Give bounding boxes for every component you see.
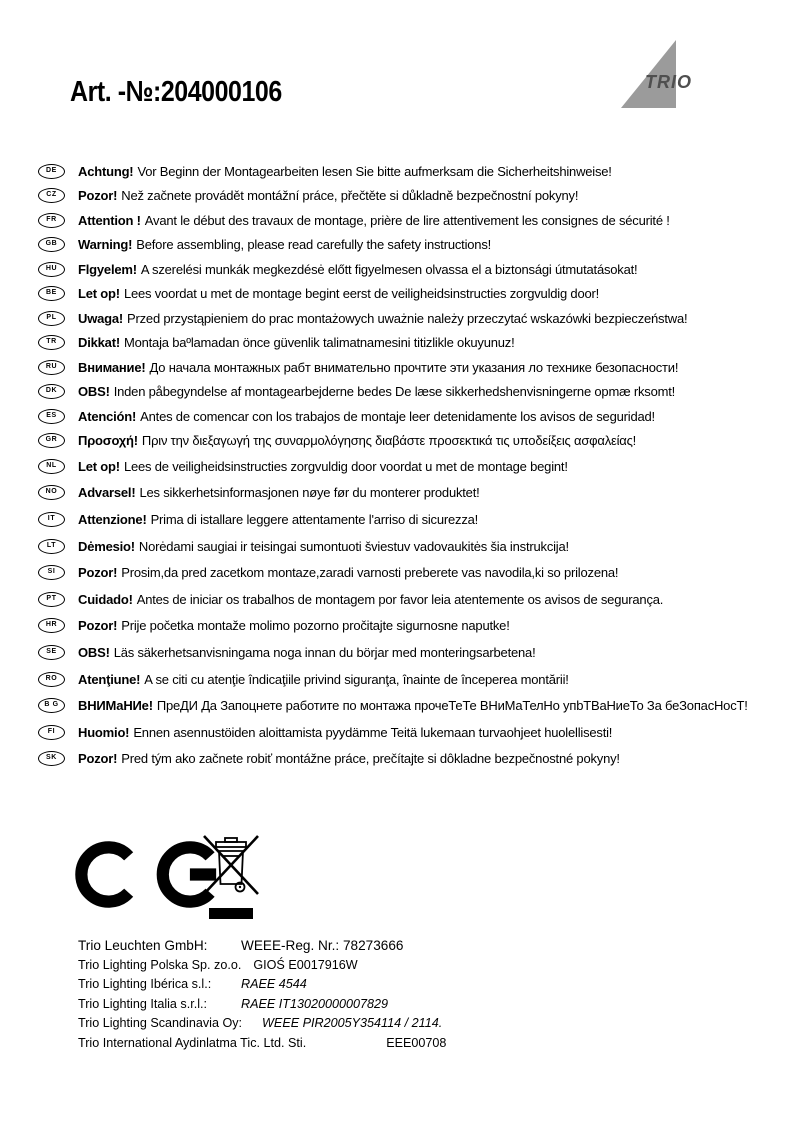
warning-row (38, 639, 778, 666)
warning-body: Inden påbegyndelse af montagearbejderne bedes De læse sikkerhedshenvisningerne opmæ rksomt! (113, 384, 676, 400)
company-name: Trio Leuchten GmbH: (78, 938, 208, 953)
warning-row (38, 429, 778, 454)
warning-body: A szerelési munkák megkezdésė előtt figyelmesen olvassa el a biztonsági útmutatásokat! (140, 261, 638, 277)
warning-body: Antes de comencar con los trabajos de montaje leer detenidamente los avisos de seguridad! (140, 408, 655, 424)
warning-row (38, 233, 778, 258)
language-code-badge: TR (38, 335, 65, 350)
warning-row (38, 184, 778, 209)
warning-lead-word: Attenzione! (78, 511, 147, 527)
language-code-badge: IT (38, 512, 65, 527)
warning-row (38, 380, 778, 405)
warning-lead-word: Pozor! (78, 618, 118, 634)
registration-row (78, 1036, 728, 1056)
warning-lead-word: Pozor! (78, 188, 118, 204)
warning-text (78, 433, 636, 448)
warning-row (38, 306, 778, 331)
warning-row (38, 666, 778, 693)
trio-logo-text: TRIO (645, 72, 692, 92)
warning-lead-word: Dikkat! (78, 335, 120, 351)
warning-body: Prije početka montaže molimo pozorno pročitajte sigurnosne naputke! (121, 618, 510, 634)
language-code-badge: HR (38, 618, 65, 633)
warning-lead-word: Attention ! (78, 212, 141, 228)
warning-text (78, 360, 678, 375)
warning-lead-word: Προσοχή! (78, 433, 138, 449)
warning-lead-word: ВНИМаНИе! (78, 698, 153, 714)
warning-text (78, 409, 655, 424)
language-code-badge: SK (38, 751, 65, 766)
warning-text (78, 751, 620, 766)
warning-lead-word: Pozor! (78, 751, 118, 767)
language-code-badge: LT (38, 539, 65, 554)
warning-body: Avant le début des travaux de montage, prière de lire attentivement les consignes de sécurité ! (144, 212, 670, 228)
language-code-badge: PL (38, 311, 65, 326)
registration-row (78, 977, 728, 997)
warning-text (78, 512, 478, 527)
warning-body: Antes de iniciar os trabalhos de montagem por favor leia atentemente os avisos de segurança. (136, 591, 664, 607)
warning-row (38, 331, 778, 356)
warning-text (78, 237, 491, 252)
language-code-badge: ES (38, 409, 65, 424)
warning-body: Prima di istallare leggere attentamente l'arriso di sicurezza! (150, 511, 479, 527)
language-code-badge: SI (38, 565, 65, 580)
language-code-badge: PT (38, 592, 65, 607)
language-code-badge: FI (38, 725, 65, 740)
language-code-badge: NO (38, 485, 65, 500)
warning-body: Lees voordat u met de montage begint eerst de veiligheidsinstructies zorgvuldig door! (123, 286, 600, 302)
warning-lead-word: Warning! (78, 237, 133, 253)
warning-lead-word: OBS! (78, 644, 110, 660)
warning-lead-word: OBS! (78, 384, 110, 400)
company-name: Trio Lighting Scandinavia Oy: (78, 1016, 243, 1030)
warning-row (38, 586, 778, 613)
warning-text (78, 459, 568, 474)
registration-row (78, 997, 728, 1017)
warning-text (78, 672, 569, 687)
company-name: Trio Lighting Italia s.r.l.: (78, 996, 208, 1011)
registration-number: WEEE-Reg. Nr.: 78273666 (241, 938, 404, 953)
company-name: Trio Lighting Polska Sp. zo.o. (78, 957, 242, 972)
warning-row (38, 533, 778, 560)
registration-number: RAEE IT13020000007829 (241, 996, 389, 1011)
warning-body: Montaja baºlamadan önce güvenlik talimatnamesini titizlikle okuyunuz! (123, 335, 515, 351)
registration-number: WEEE PIR2005Y354114 / 2114. (262, 1016, 443, 1030)
warning-lead-word: Huomio! (78, 724, 130, 740)
warning-text (78, 645, 535, 660)
warning-lead-word: Dėmesio! (78, 538, 135, 554)
warning-text (78, 384, 675, 399)
warning-lead-word: Pozor! (78, 565, 118, 581)
language-code-badge: DK (38, 384, 65, 399)
warning-text (78, 164, 612, 179)
warning-row (38, 208, 778, 233)
warning-lead-word: Advarsel! (78, 485, 136, 501)
warning-row (38, 159, 778, 184)
warning-lead-word: Flgyelem! (78, 261, 137, 277)
warning-lead-word: Let op! (78, 458, 120, 474)
language-code-badge: GR (38, 433, 65, 448)
warning-body: Norėdami saugiai ir teisingai sumontuoti šviestuv vadovaukitės šia instrukcija! (138, 538, 569, 554)
warning-row (38, 613, 778, 640)
warning-row (38, 404, 778, 429)
company-name: Trio International Aydinlatma Tic. Ltd. Sti. (78, 1035, 307, 1050)
warning-text (78, 335, 515, 350)
registration-number: GIOŚ E0017916W (253, 957, 358, 972)
warning-body: Lees de veiligheidsinstructies zorgvuldig door voordat u met de montage begint! (123, 458, 568, 474)
warning-lead-word: Внимание! (78, 359, 146, 375)
weee-bin-icon (201, 832, 261, 924)
warning-text (78, 618, 510, 633)
page-title: Art. -№:204000106 (70, 76, 282, 108)
warning-body: Läs säkerhetsanvisningama noga innan du börjar med monteringsarbetena! (113, 644, 536, 660)
warning-row (38, 282, 778, 307)
company-name: Trio Lighting Ibérica s.l.: (78, 977, 212, 991)
warning-body: Prosim,da pred zacetkom montaze,zaradi varnosti preberete vas navodila,ki so prilozena! (121, 565, 619, 581)
warning-row (38, 453, 778, 480)
language-code-badge: SE (38, 645, 65, 660)
warning-text (78, 213, 670, 228)
warning-text (78, 188, 578, 203)
warning-text (78, 565, 618, 580)
warning-body: ПреДИ Да Запоцнете работите по монтажа прочеТеТе ВНиМаТелНо упbТВаНиеТо За беЗопасНосТ! (156, 698, 748, 714)
warning-body: Πριν την διεξαγωγή της συναρμολόγησης διαβάστε προσεκτικά τις υποδείξεις ασφαλείας! (141, 433, 637, 449)
warning-body: Before assembling, please read carefully the safety instructions! (136, 237, 492, 253)
language-code-badge: GB (38, 237, 65, 252)
warning-list (38, 159, 778, 772)
warning-row (38, 719, 778, 746)
warning-body: Przed przystąpieniem do prac montażowych uważnie należy przeczytać wskazówki bezpieczeństwa! (127, 310, 688, 326)
warning-lead-word: Achtung! (78, 163, 134, 179)
warning-lead-word: Cuidado! (78, 591, 133, 607)
language-code-badge: FR (38, 213, 65, 228)
warning-lead-word: Let op! (78, 286, 120, 302)
language-code-badge: BE (38, 286, 65, 301)
warning-body: До начала монтажных рабт внимательно прочтите эти указания ло технике безопасности! (149, 359, 679, 375)
registration-row (78, 938, 728, 958)
warning-row (38, 692, 778, 719)
language-code-badge: RO (38, 672, 65, 687)
registration-number: RAEE 4544 (241, 977, 307, 991)
warning-row (38, 746, 778, 773)
warning-body: Pred tým ako začnete robiť montážne práce, prečítajte si dôkladne bezpečnostné pokyny! (121, 751, 620, 767)
language-code-badge: NL (38, 459, 65, 474)
warning-body: Les sikkerhetsinformasjonen nøye før du monterer produktet! (139, 485, 480, 501)
warning-text (78, 592, 663, 607)
language-code-badge: RU (38, 360, 65, 375)
warning-text (78, 311, 687, 326)
warning-row (38, 257, 778, 282)
warning-row (38, 480, 778, 507)
warning-body: A se citi cu atenţie îndicaţiile privind siguranţa, înainte de începerea montării! (144, 671, 569, 687)
warning-body: Ennen asennustöiden aloittamista pyydämme Teitä lukemaan turvaohjeet huolellisesti! (133, 724, 613, 740)
registration-row (78, 958, 728, 978)
registration-row (78, 1016, 728, 1036)
registration-number: EEE00708 (386, 1035, 447, 1050)
warning-text (78, 539, 569, 554)
warning-text (78, 262, 637, 277)
registration-list (78, 938, 728, 1055)
warning-text (78, 725, 612, 740)
language-code-badge: B G (38, 698, 65, 713)
warning-body: Vor Beginn der Montagearbeiten lesen Sie bitte aufmerksam die Sicherheitshinweise! (137, 163, 612, 179)
warning-lead-word: Uwaga! (78, 310, 124, 326)
warning-row (38, 506, 778, 533)
warning-row (38, 559, 778, 586)
language-code-badge: HU (38, 262, 65, 277)
warning-lead-word: Atención! (78, 408, 137, 424)
trio-logo (621, 40, 721, 110)
warning-text (78, 698, 748, 713)
warning-lead-word: Atenţiune! (78, 671, 141, 687)
warning-row (38, 355, 778, 380)
warning-body: Než začnete provádět montážní práce, přečtěte si důkladně bezpečnostní pokyny! (121, 188, 579, 204)
warning-text (78, 286, 599, 301)
language-code-badge: DE (38, 164, 65, 179)
language-code-badge: CZ (38, 188, 65, 203)
warning-text (78, 485, 480, 500)
